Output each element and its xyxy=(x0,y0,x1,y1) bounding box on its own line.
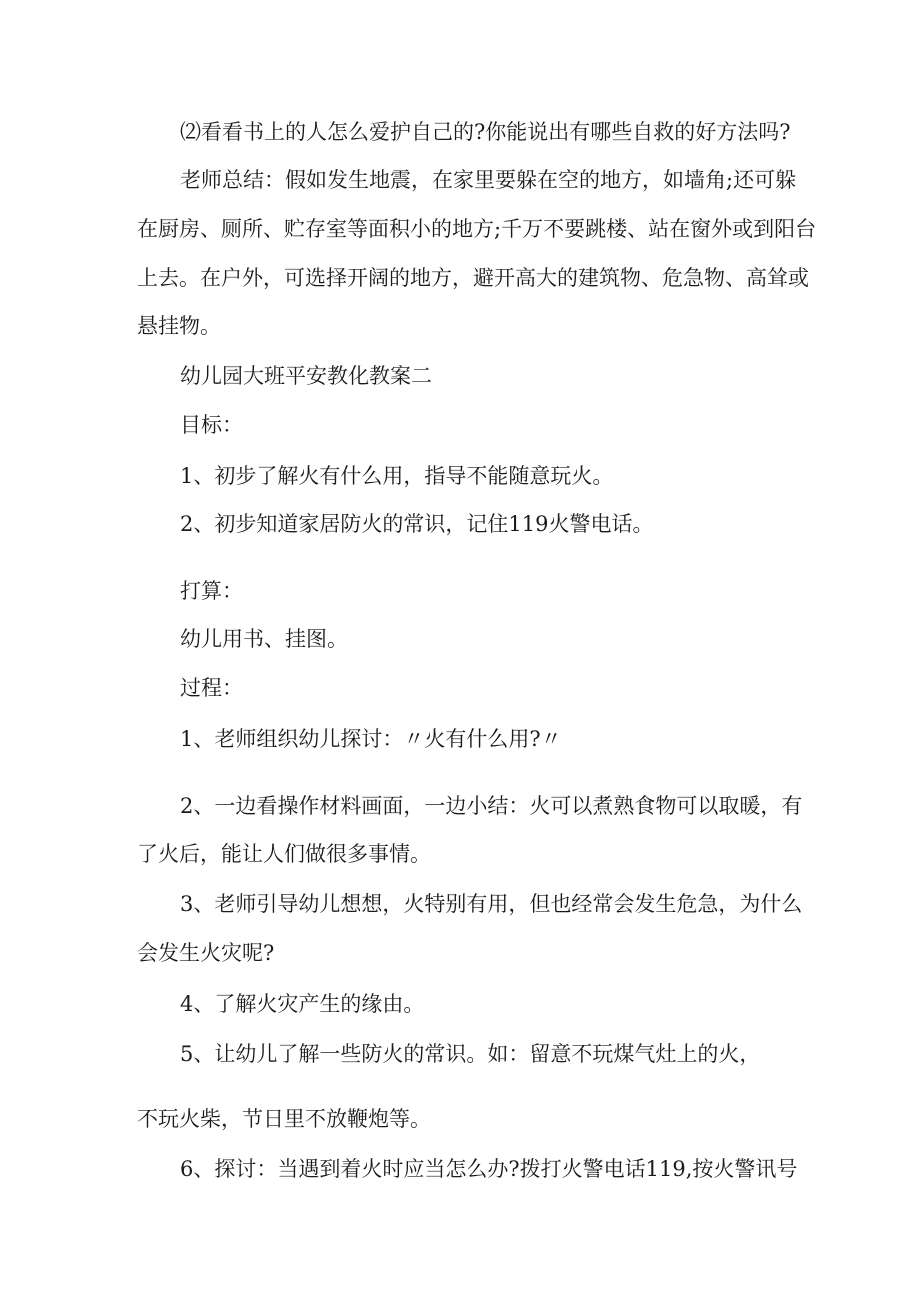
process-item-2-line-2: 了火后，能让人们做很多事情。 xyxy=(137,842,431,866)
paragraph-line-3: 在厨房、厕所、贮存室等面积小的地方;千万不要跳楼、站在窗外或到阳台 xyxy=(137,217,817,241)
process-item-1: 1、老师组织幼儿探讨：〃火有什么用?〃 xyxy=(180,727,562,751)
process-item-5-line-1: 5、让幼儿了解一些防火的常识。如：留意不玩煤气灶上的火， xyxy=(180,1042,761,1066)
process-item-6: 6、探讨：当遇到着火时应当怎么办?拨打火警电话119,按火警讯号 xyxy=(180,1157,798,1181)
process-item-3-line-2: 会发生火灾呢? xyxy=(137,941,275,965)
paragraph-line-2: 老师总结：假如发生地震，在家里要躲在空的地方，如墙角;还可躲 xyxy=(180,168,797,192)
heading-process: 过程： xyxy=(180,676,243,700)
paragraph-line-5: 悬挂物。 xyxy=(137,314,221,338)
paragraph-line-4: 上去。在户外，可选择开阔的地方，避开高大的建筑物、危急物、高耸或 xyxy=(137,266,809,290)
paragraph-line-1: ⑵看看书上的人怎么爱护自己的?你能说出有哪些自救的好方法吗? xyxy=(180,120,791,144)
process-item-3-line-1: 3、老师引导幼儿想想，火特别有用，但也经常会发生危急，为什么 xyxy=(180,892,803,916)
preparation-text: 幼儿用书、挂图。 xyxy=(180,627,348,651)
section-title: 幼儿园大班平安教化教案二 xyxy=(180,364,432,388)
process-item-5-line-2: 不玩火柴，节日里不放鞭炮等。 xyxy=(137,1107,431,1131)
process-item-4: 4、了解火灾产生的缘由。 xyxy=(180,992,425,1016)
heading-goals: 目标： xyxy=(180,413,243,437)
process-item-2-line-1: 2、一边看操作材料画面，一边小结：火可以煮熟食物可以取暖，有 xyxy=(180,794,803,818)
heading-preparation: 打算： xyxy=(180,579,243,603)
goal-item-1: 1、初步了解火有什么用，指导不能随意玩火。 xyxy=(180,464,614,488)
goal-item-2: 2、初步知道家居防火的常识，记住119火警电话。 xyxy=(180,512,654,536)
